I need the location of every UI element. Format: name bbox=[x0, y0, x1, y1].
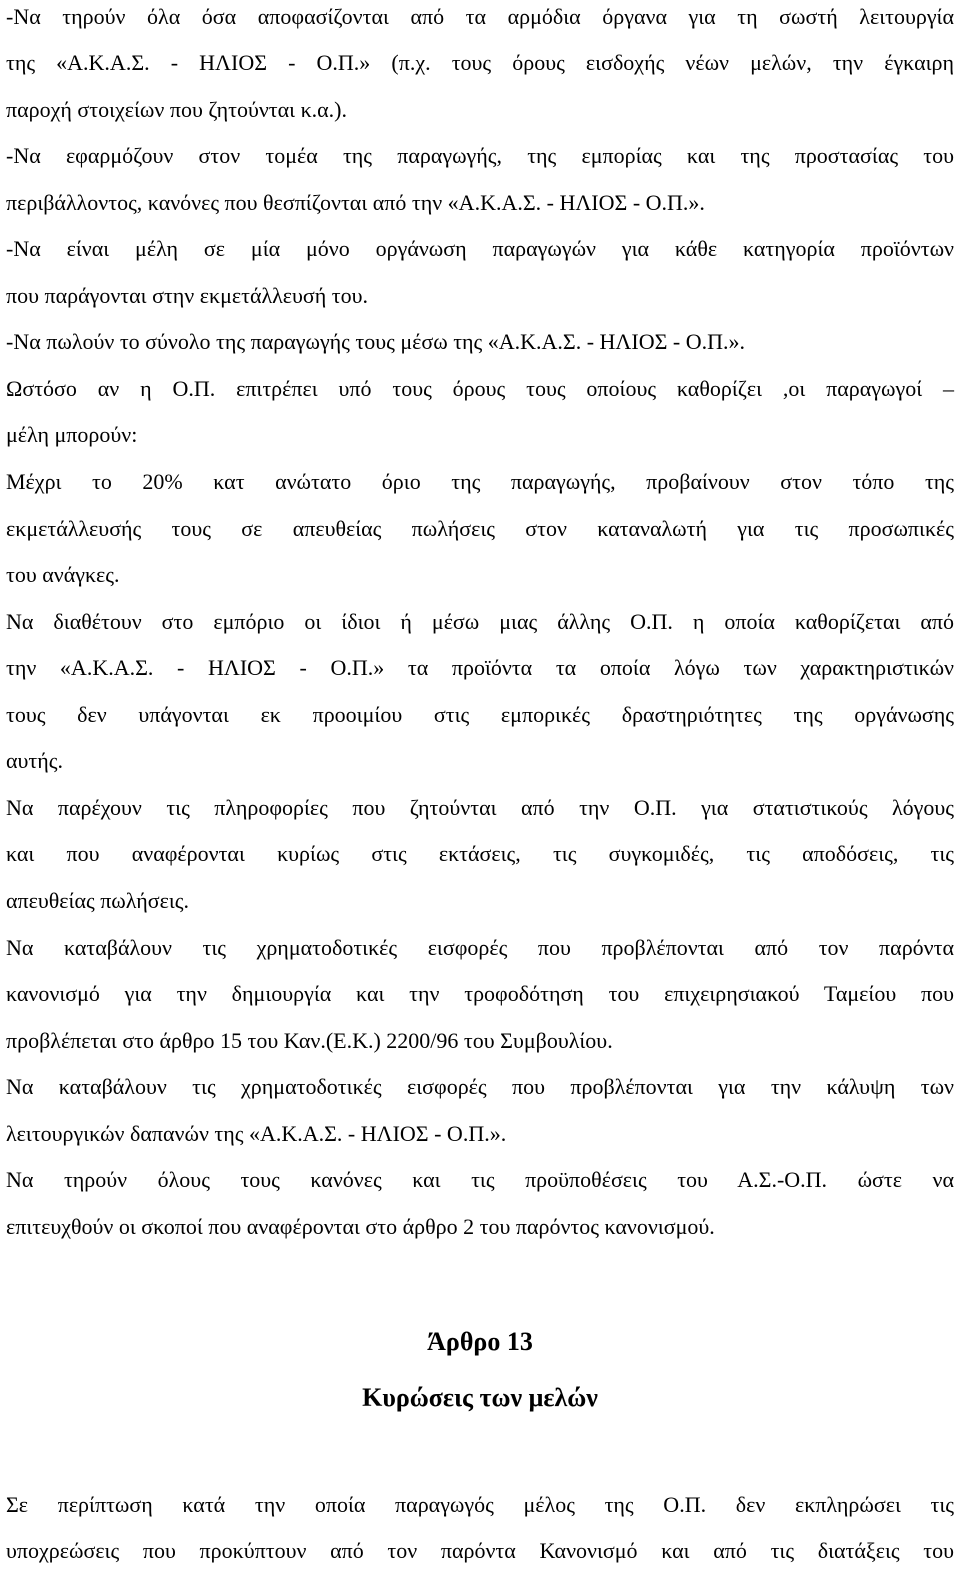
text-line: την «Α.Κ.Α.Σ. - ΗΛΙΟΣ - Ο.Π.» τα προϊόντα τα οποία λόγω των χαρακτηριστικών bbox=[6, 655, 954, 680]
article-number: Άρθρο 13 bbox=[427, 1327, 533, 1356]
text-line: -Να τηρούν όλα όσα αποφασίζονται από τα αρμόδια όργανα για τη σωστή λειτουργία bbox=[6, 4, 954, 29]
text-line: προβλέπεται στο άρθρο 15 του Καν.(Ε.Κ.) 2200/96 του Συμβουλίου. bbox=[6, 1028, 613, 1053]
text-line: -Να πωλούν το σύνολο της παραγωγής τους μέσω της «Α.Κ.Α.Σ. - ΗΛΙΟΣ - Ο.Π.». bbox=[6, 329, 746, 354]
text-line: μέλη μπορούν: bbox=[6, 422, 138, 447]
article-title: Κυρώσεις των μελών bbox=[362, 1383, 598, 1412]
text-line: κανονισμό για την δημιουργία και την τροφοδότηση του επιχειρησιακού Ταμείου που bbox=[6, 981, 954, 1006]
text-line: Να τηρούν όλους τους κανόνες και τις προϋποθέσεις του Α.Σ.-Ο.Π. ώστε να bbox=[6, 1167, 954, 1192]
text-line: -Να εφαρμόζουν στον τομέα της παραγωγής, της εμπορίας και της προστασίας του bbox=[6, 143, 954, 168]
text-line: του ανάγκες. bbox=[6, 562, 120, 587]
text-line: υποχρεώσεις που προκύπτουν από τον παρόντα Κανονισμό και από τις διατάξεις του bbox=[6, 1538, 954, 1563]
text-line: λειτουργικών δαπανών της «Α.Κ.Α.Σ. - ΗΛΙΟΣ - Ο.Π.». bbox=[6, 1121, 507, 1146]
text-line: που παράγονται στην εκμετάλλευσή του. bbox=[6, 283, 369, 308]
text-line: Να παρέχουν τις πληροφορίες που ζητούνται από την Ο.Π. για στατιστικούς λόγους bbox=[6, 795, 954, 820]
text-line: Να καταβάλουν τις χρηματοδοτικές εισφορές που προβλέπονται για την κάλυψη των bbox=[6, 1074, 954, 1099]
text-line: τους δεν υπάγονται εκ προοιμίου στις εμπορικές δραστηριότητες της οργάνωσης bbox=[6, 702, 954, 727]
text-line: απευθείας πωλήσεις. bbox=[6, 888, 189, 913]
text-line: Ωστόσο αν η Ο.Π. επιτρέπει υπό τους όρους τους οποίους καθορίζει ,οι παραγωγοί – bbox=[6, 376, 954, 401]
text-line: Σε περίπτωση κατά την οποία παραγωγός μέλος της Ο.Π. δεν εκπληρώσει τις bbox=[6, 1492, 954, 1517]
text-line: περιβάλλοντος, κανόνες που θεσπίζονται από την «Α.Κ.Α.Σ. - ΗΛΙΟΣ - Ο.Π.». bbox=[6, 190, 705, 215]
text-line: αυτής. bbox=[6, 748, 63, 773]
text-line: -Να είναι μέλη σε μία μόνο οργάνωση παραγωγών για κάθε κατηγορία προϊόντων bbox=[6, 236, 954, 261]
text-line: Να διαθέτουν στο εμπόριο οι ίδιοι ή μέσω μιας άλλης Ο.Π. η οποία καθορίζεται από bbox=[6, 609, 954, 634]
text-line: επιτευχθούν οι σκοποί που αναφέρονται στο άρθρο 2 του παρόντος κανονισμού. bbox=[6, 1214, 715, 1239]
text-line: Μέχρι το 20% κατ ανώτατο όριο της παραγωγής, προβαίνουν στον τόπο της bbox=[6, 469, 954, 494]
text-line: της «Α.Κ.Α.Σ. - ΗΛΙΟΣ - Ο.Π.» (π.χ. τους όρους εισδοχής νέων μελών, την έγκαιρη bbox=[6, 50, 954, 75]
text-line: Να καταβάλουν τις χρηματοδοτικές εισφορές που προβλέπονται από τον παρόντα bbox=[6, 935, 954, 960]
text-line: και που αναφέρονται κυρίως στις εκτάσεις, τις συγκομιδές, τις αποδόσεις, τις bbox=[6, 841, 954, 866]
text-line: παροχή στοιχείων που ζητούνται κ.α.). bbox=[6, 97, 348, 122]
text-line: εκμετάλλευσής τους σε απευθείας πωλήσεις στον καταναλωτή για τις προσωπικές bbox=[6, 516, 954, 541]
